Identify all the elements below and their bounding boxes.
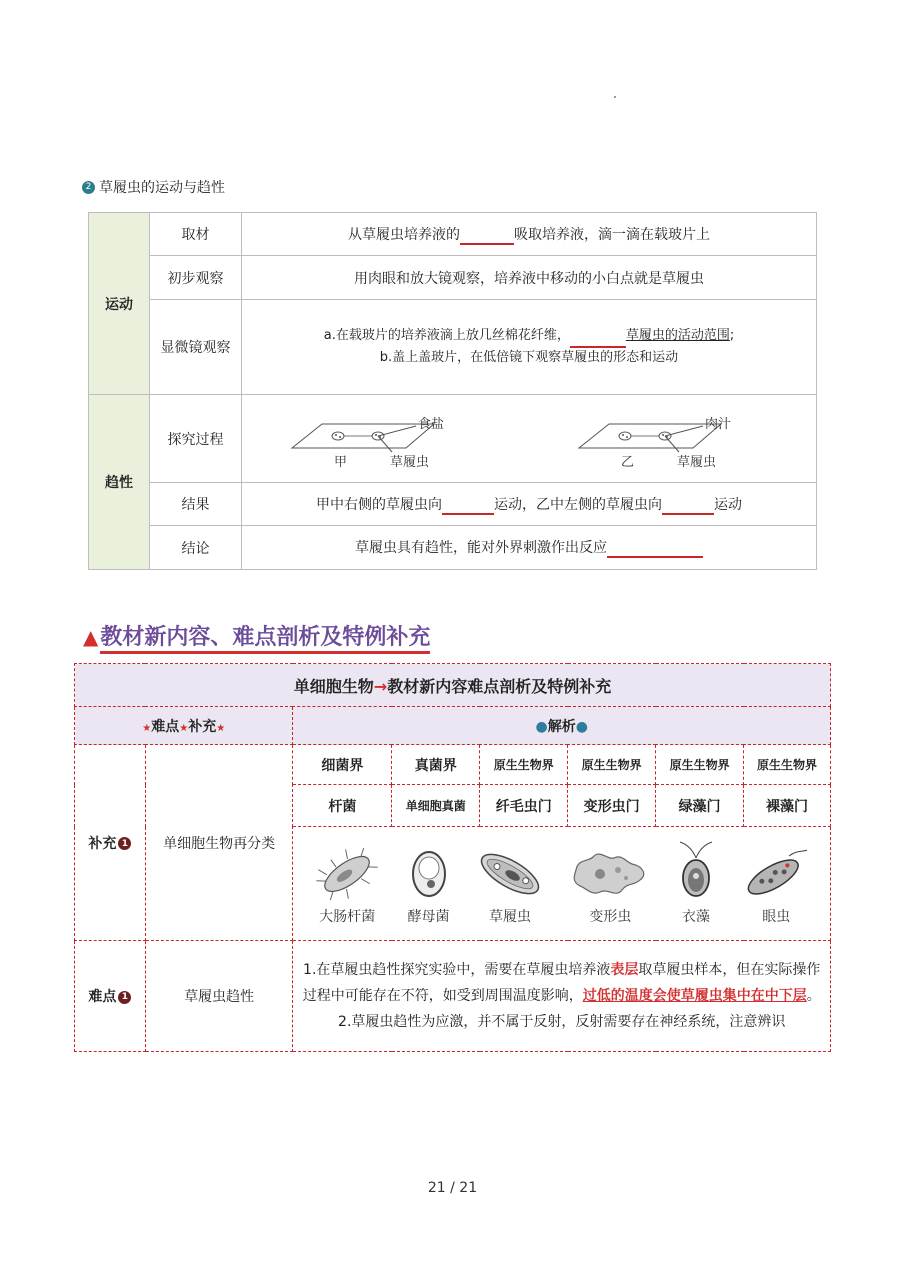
group-cell: 单细胞真菌 xyxy=(392,785,480,827)
badge-number: 1 xyxy=(118,991,131,1004)
row-label-sampling: 取材 xyxy=(150,213,242,256)
group-cell: 变形虫门 xyxy=(568,785,656,827)
diagram-jia xyxy=(286,404,486,474)
paramecium-illustration xyxy=(475,848,545,900)
kingdom-cell: 原生生物界 xyxy=(568,745,656,785)
row-label-process: 探究过程 xyxy=(150,395,242,483)
answer-blank xyxy=(607,540,703,558)
paramecium-table xyxy=(88,212,817,570)
analysis-point-2: 2.草履虫趋性为应激，并不属于反射，反射需要存在神经系统，注意辨识 xyxy=(338,1014,786,1030)
group-cell: 纤毛虫门 xyxy=(480,785,568,827)
label-salt: 食盐 xyxy=(417,416,444,432)
star-icon: ★ xyxy=(179,722,189,734)
section-number-badge: 2 xyxy=(82,181,95,194)
conclusion-text: 草履虫具有趋性，能对外界刺激作出反应 xyxy=(242,526,817,570)
highlight-low-temp: 过低的温度会使草履虫集中在中下层 xyxy=(582,988,807,1004)
difficulty-tag: 难点 1 xyxy=(75,941,146,1052)
section-title-new-content xyxy=(83,620,430,654)
row-label-microscope: 显微镜观察 xyxy=(150,300,242,395)
row-label-initial-observation: 初步观察 xyxy=(150,256,242,300)
category-taxis: 趋性 xyxy=(89,395,150,570)
group-cell: 裸藻门 xyxy=(744,785,831,827)
kingdom-cell: 细菌界 xyxy=(293,745,392,785)
organism-ecoli xyxy=(312,848,382,940)
page-number: 21 / 21 xyxy=(427,1180,478,1196)
section-title-taxis xyxy=(82,177,225,197)
group-cell: 绿藻门 xyxy=(656,785,744,827)
organism-label: 大肠杆菌 xyxy=(319,909,376,925)
yeast-illustration xyxy=(409,848,449,900)
answer-blank xyxy=(460,227,514,245)
experiment-diagrams xyxy=(242,395,817,483)
section-title-text: 草履虫的运动与趋性 xyxy=(99,180,225,196)
diagram-yi xyxy=(573,404,773,474)
organism-paramecium xyxy=(475,848,545,940)
kingdom-cell: 原生生物界 xyxy=(656,745,744,785)
ecoli-illustration xyxy=(312,848,382,900)
kingdom-cell: 真菌界 xyxy=(392,745,480,785)
label-paramecium: 草履虫 xyxy=(676,454,716,470)
label-yi: 乙 xyxy=(620,454,634,470)
organism-label: 眼虫 xyxy=(762,909,791,925)
header-analysis: ●解析● xyxy=(293,707,831,745)
organism-label: 变形虫 xyxy=(589,909,632,925)
organism-yeast xyxy=(408,848,450,940)
speck xyxy=(614,96,616,98)
microscope-line-b: b.盖上盖玻片，在低倍镜下观察草履虫的形态和运动 xyxy=(379,350,679,365)
result-text: 甲中右侧的草履虫向 运动，乙中左侧的草履虫向 运动 xyxy=(242,483,817,526)
star-icon: ★ xyxy=(216,722,226,734)
organism-amoeba xyxy=(570,848,650,940)
sampling-text: 从草履虫培养液的 吸取培养液，滴一滴在载玻片上 xyxy=(242,213,817,256)
section2-title-text: 教材新内容、难点剖析及特例补充 xyxy=(100,620,430,654)
group-cell: 杆菌 xyxy=(293,785,392,827)
star-icon: ★ xyxy=(142,722,152,734)
label-broth: 肉汁 xyxy=(704,416,731,432)
answer-blank xyxy=(570,326,626,348)
label-jia: 甲 xyxy=(333,454,347,470)
triangle-icon: ▲ xyxy=(83,625,99,649)
organism-label: 衣藻 xyxy=(681,909,710,925)
organism-images xyxy=(293,827,831,941)
organism-euglena xyxy=(741,848,811,940)
analysis-table xyxy=(74,663,831,1052)
kingdom-cell: 原生生物界 xyxy=(480,745,568,785)
answer-blank xyxy=(442,497,494,515)
row-label-result: 结果 xyxy=(150,483,242,526)
organism-label: 草履虫 xyxy=(488,909,531,925)
supplement-tag: 补充 1 xyxy=(75,745,146,941)
dot-icon: ● xyxy=(535,718,548,735)
amoeba-illustration xyxy=(570,848,650,900)
euglena-illustration xyxy=(741,848,811,900)
row-label-conclusion: 结论 xyxy=(150,526,242,570)
analysis-point-1: 1.在草履虫趋性探究实验中，需要在草履虫培养液表层取草履虫样本，但在实际操作过程中可能存在不符，如受到周围温度影响，过低的温度会使草履虫集中在中下层。 xyxy=(302,962,821,1004)
supplement-topic: 单细胞生物再分类 xyxy=(145,745,293,941)
initial-observation-text: 用肉眼和放大镜观察，培养液中移动的小白点就是草履虫 xyxy=(242,256,817,300)
difficulty-topic: 草履虫趋性 xyxy=(145,941,293,1052)
category-motion: 运动 xyxy=(89,213,150,395)
organism-label: 酵母菌 xyxy=(407,909,450,925)
label-paramecium: 草履虫 xyxy=(389,454,429,470)
microscope-line-a: a.在载玻片的培养液滴上放几丝棉花纤维， 草履虫的活动范围; xyxy=(242,326,816,348)
header-difficulty-supplement: ★难点★补充★ xyxy=(75,707,293,745)
organism-chlamydomonas xyxy=(676,840,716,940)
difficulty-analysis xyxy=(293,941,831,1052)
filled-answer: 草履虫的活动范围 xyxy=(625,328,730,343)
chlamydomonas-illustration xyxy=(676,840,716,900)
kingdom-cell: 原生生物界 xyxy=(744,745,831,785)
dot-icon: ● xyxy=(575,718,588,735)
microscope-text xyxy=(242,300,817,395)
highlight-surface: 表层 xyxy=(610,962,639,978)
badge-number: 1 xyxy=(118,837,131,850)
arrow-icon: → xyxy=(373,676,388,696)
table-title: 单细胞生物→教材新内容难点剖析及特例补充 xyxy=(75,664,831,707)
answer-blank xyxy=(662,497,714,515)
